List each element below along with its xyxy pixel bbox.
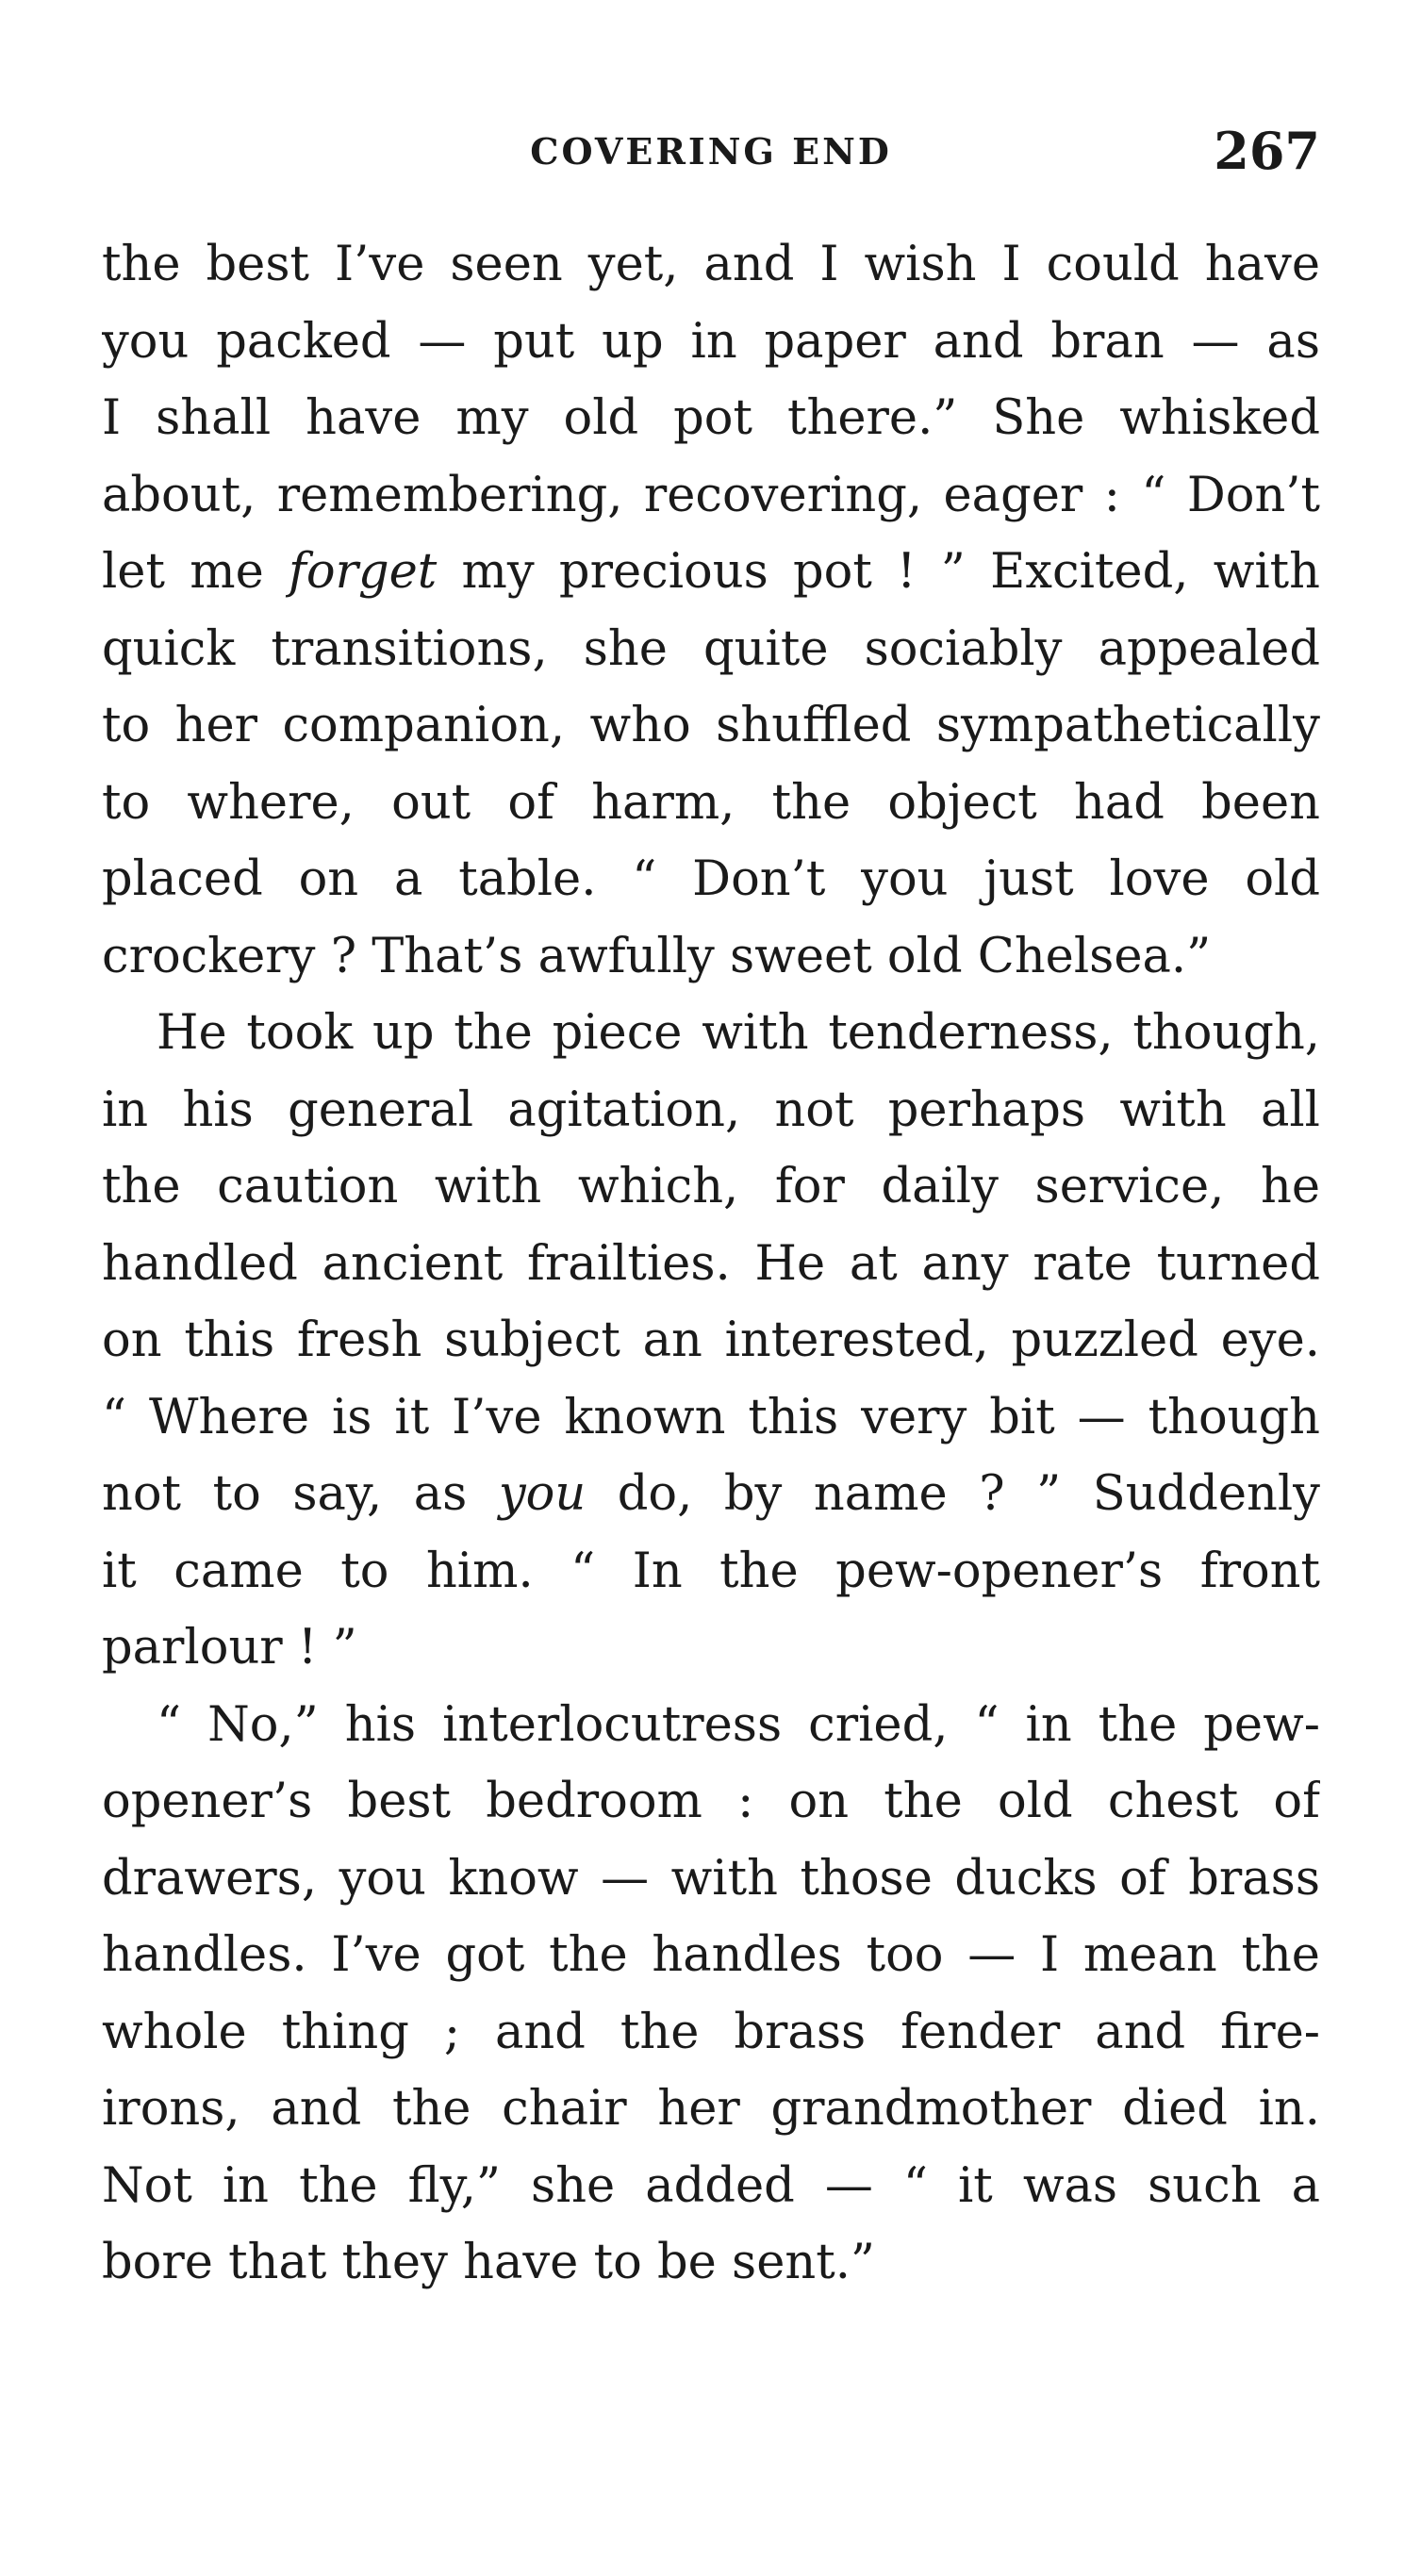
italic-word: you — [498, 1466, 587, 1522]
text-line: crockery ? That’s awfully sweet old Chelsea.” — [102, 928, 1212, 984]
text-line: you packed — put up in paper and bran — as — [102, 313, 1320, 370]
text-line: parlour ! ” — [102, 1620, 357, 1676]
text-line: the best I’ve seen yet, and I wish I could have — [102, 237, 1320, 292]
text-line: in his general agitation, not perhaps with all — [102, 1082, 1320, 1138]
paragraph-start-line: “ No,” his interlocutress cried, “ in the pew- — [157, 1696, 1320, 1753]
text-line: whole thing ; and the brass fender and fire- — [102, 2004, 1320, 2060]
text-line: about, remembering, recovering, eager : “ Don’t — [102, 467, 1320, 523]
italic-word: forget — [289, 544, 438, 600]
text-line: quick transitions, she quite sociably appealed — [102, 620, 1320, 677]
text-line: to her companion, who shuffled sympathetically — [102, 698, 1320, 753]
text-line: handled ancient frailties. He at any rate turned — [102, 1235, 1320, 1292]
text-line: handles. I’ve got the handles too — I mean the — [102, 1927, 1320, 1983]
text-line: not to say, as you do, by name ? ” Suddenly — [102, 1466, 1320, 1522]
text-line: Not in the fly,” she added — “ it was such a — [102, 2157, 1320, 2214]
text-line: on this fresh subject an interested, puzzled eye. — [102, 1313, 1320, 1368]
text-line: let me forget my precious pot ! ” Excited, with — [102, 544, 1320, 600]
text-line: bore that they have to be sent.” — [102, 2235, 876, 2290]
text-line: it came to him. “ In the pew-opener’s front — [102, 1543, 1320, 1599]
text-line: placed on a table. “ Don’t you just love old — [102, 851, 1320, 907]
page-header — [102, 121, 1320, 187]
text-line: drawers, you know — with those ducks of brass — [102, 1850, 1320, 1907]
text-line: “ Where is it I’ve known this very bit — though — [102, 1389, 1320, 1445]
text-line: the caution with which, for daily service, he — [102, 1159, 1320, 1214]
text-line: opener’s best bedroom : on the old chest of — [102, 1774, 1320, 1829]
text-line: to where, out of harm, the object had been — [102, 774, 1320, 831]
text-line: irons, and the chair her grandmother died in. — [102, 2081, 1320, 2137]
body-text — [102, 226, 1320, 2302]
running-head: COVERING END — [530, 130, 892, 173]
text-line: I shall have my old pot there.” She whisked — [102, 390, 1320, 446]
page-number: 267 — [1214, 121, 1320, 181]
paragraph-start-line: He took up the piece with tenderness, though, — [157, 1005, 1320, 1061]
